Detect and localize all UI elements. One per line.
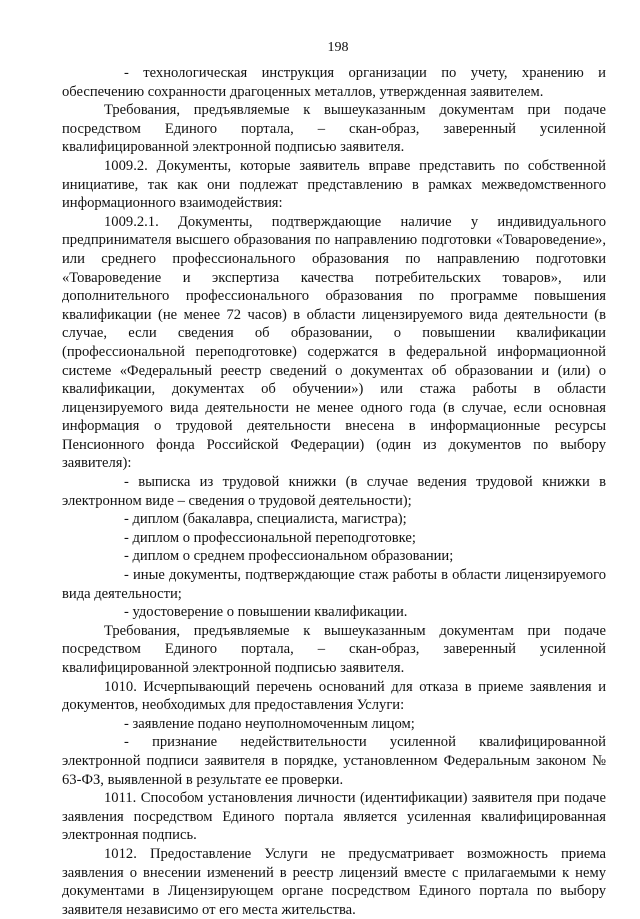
body-paragraph: 1012. Предоставление Услуги не предусматривает возможность приема заявления о внесении изменений в реестр лицензий вместе с прилагаемыми к нему документами в Лицензирующем органе посредством Единого портала по выбору заявителя независимо от его места жительства. bbox=[62, 845, 606, 918]
body-paragraph: 1011. Способом установления личности (идентификации) заявителя при подаче заявления посредством Единого портала является усиленная квалифицированная электронная подпись. bbox=[62, 790, 606, 844]
page-number: 198 bbox=[327, 40, 349, 55]
document-body bbox=[62, 64, 606, 919]
list-item-paragraph: - диплом о профессиональной переподготовке; bbox=[124, 529, 416, 546]
list-item-paragraph: - диплом (бакалавра, специалиста, магистра); bbox=[124, 511, 407, 528]
body-paragraph: Требования, предъявляемые к вышеуказанным документам при подаче посредством Единого портала, – скан-образ, заверенный усиленной квалифицированной электронной подписью заявителя. bbox=[62, 102, 606, 156]
list-item-paragraph: - признание недействительности усиленной квалифицированной электронной подписи заявителя в порядке, установленном Федеральным законом № 63-ФЗ, выявленной в результате ее проверки. bbox=[62, 734, 606, 788]
list-item-paragraph: - заявление подано неуполномоченным лицом; bbox=[124, 715, 415, 732]
list-item-paragraph: - диплом о среднем профессиональном образовании; bbox=[124, 548, 454, 565]
body-paragraph: 1009.2. Документы, которые заявитель вправе представить по собственной инициативе, так как они подлежат представлению в рамках межведомственного информационного взаимодействия: bbox=[62, 157, 606, 212]
list-item-paragraph: - технологическая инструкция организации по учету, хранению и обеспечению сохранности драгоценных металлов, утвержденная заявителем. bbox=[62, 65, 606, 100]
body-paragraph: 1009.2.1. Документы, подтверждающие наличие у индивидуального предпринимателя высшего образования по направлению подготовки «Товароведение», или среднего профессионального образования по направлению подготовки «Товароведение и экспертиза качества потребительских товаров», или дополнительного профессионального образования по программе повышения квалификации (не менее 72 часов) в области лицензируемого вида деятельности (в случае, если сведения об образовании, о повышении квалификации (профессиональной переподготовке) содержатся в федеральной информационной системе «Федеральный реестр сведений о документах об образовании и (или) о квалификации, документах об обучении») или стажа работы в области лицензируемого вида деятельности не менее одного года (в случае, если основная информация о трудовой деятельности внесена в информационные ресурсы Пенсионного фонда Российской Федерации) (один из документов по выбору заявителя): bbox=[62, 213, 606, 472]
list-item-paragraph: - иные документы, подтверждающие стаж работы в области лицензируемого вида деятельности; bbox=[62, 567, 606, 602]
list-item-paragraph: - удостоверение о повышении квалификации. bbox=[124, 604, 408, 621]
body-paragraph: Требования, предъявляемые к вышеуказанным документам при подаче посредством Единого портала, – скан-образ, заверенный усиленной квалифицированной электронной подписью заявителя. bbox=[62, 622, 606, 676]
body-paragraph: 1010. Исчерпывающий перечень оснований для отказа в приеме заявления и документов, необходимых для предоставления Услуги: bbox=[62, 678, 606, 714]
list-item-paragraph: - выписка из трудовой книжки (в случае ведения трудовой книжки в электронном виде – сведения о трудовой деятельности); bbox=[62, 474, 606, 509]
